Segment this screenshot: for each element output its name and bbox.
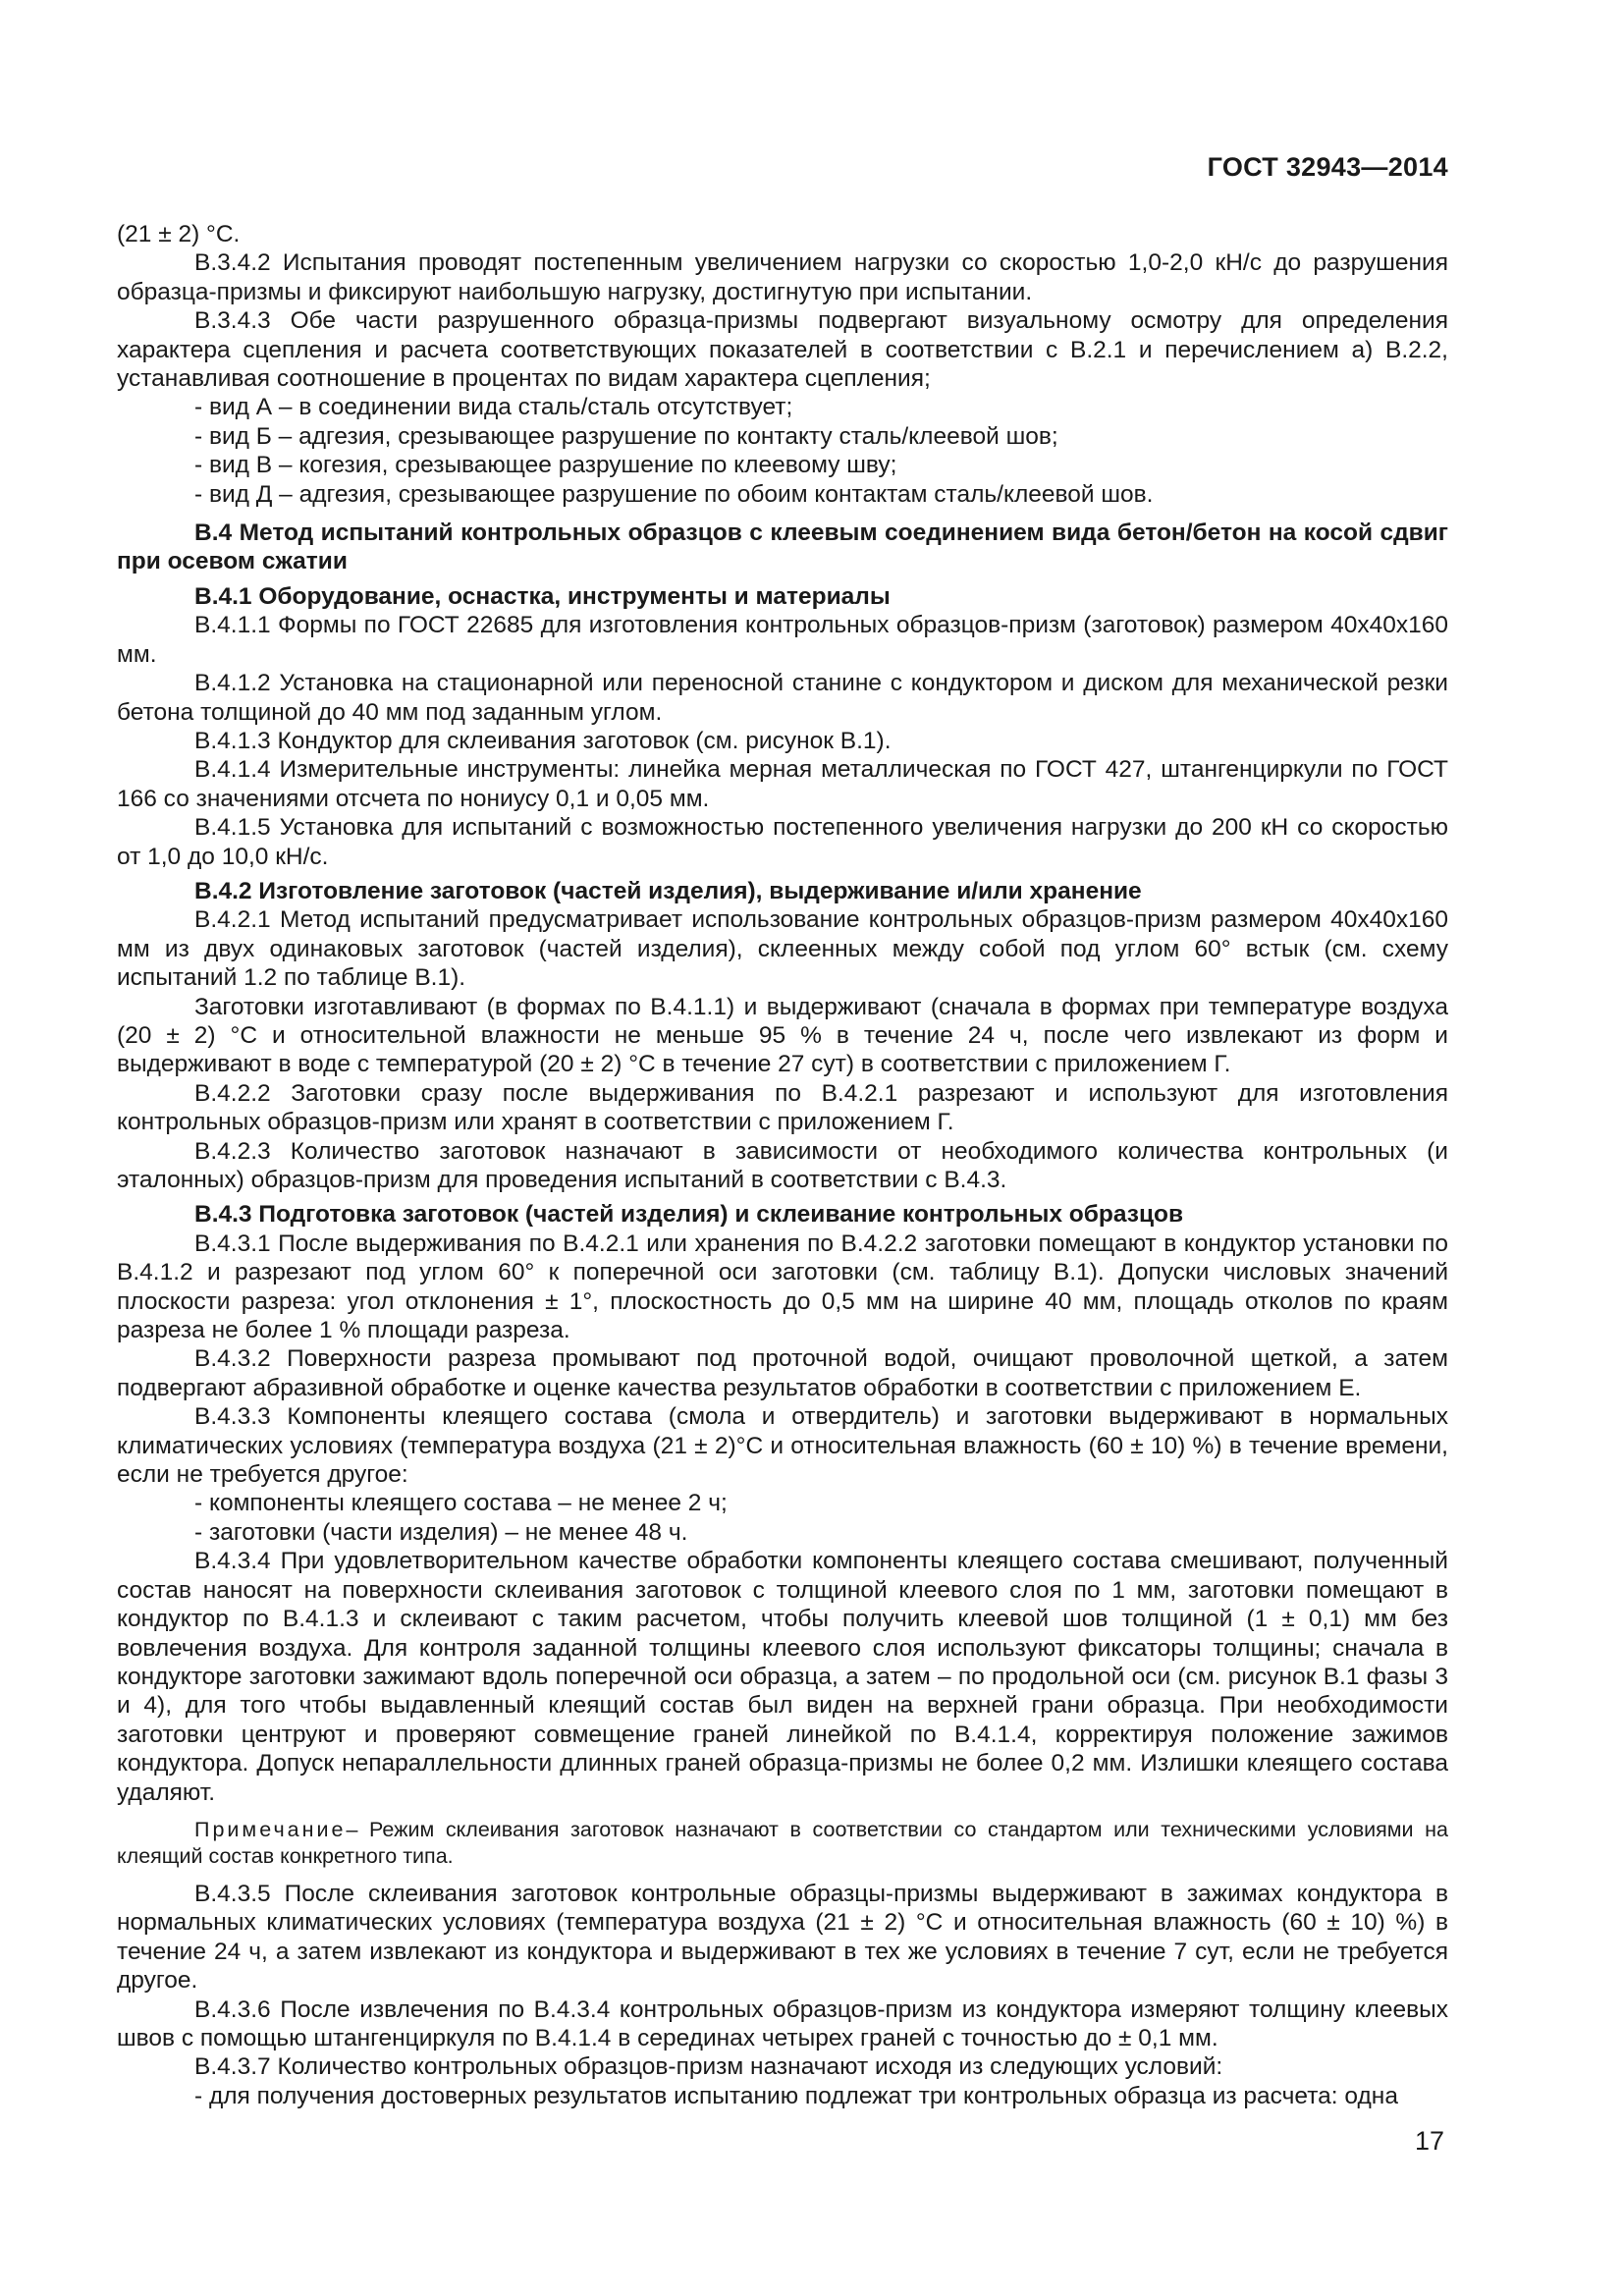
paragraph: (21 ± 2) °С.	[117, 221, 241, 247]
paragraph: В.4.3.4 При удовлетворительном качестве обработки компоненты клеящего состава смешивают, полученный состав наносят на поверхности склеивания заготовок с толщиной клеевого слоя по 1 мм, заготовки помещают в кондуктор по В.4.1.3 и склеивают с таким расчетом, чтобы получить клеевой шов толщиной (1 ± 0,1) мм без вовлечения воздуха. Для контроля заданной толщины клеевого слоя используют фиксаторы толщины; сначала в кондукторе заготовки зажимают вдоль поперечной оси образца, а затем – по продольной оси (см. рисунок В.1 фазы 3 и 4), для того чтобы выдавленный клеящий состав был виден на верхней грани образца. При необходимости заготовки центруют и проверяют совмещение граней линейкой по В.4.1.4, корректируя положение зажимов кондуктора. Допуск непараллельности длинных граней образца-призмы не более 0,2 мм. Излишки клеящего состава удаляют.	[117, 1548, 1448, 1806]
paragraph: В.4.2.3 Количество заготовок назначают в зависимости от необходимого количества контрольных (и эталонных) образцов-призм для проведения испытаний в соответствии с В.4.3.	[117, 1137, 1448, 1193]
section-heading: В.4 Метод испытаний контрольных образцов с клеевым соединением вида бетон/бетон на косой сдвиг при осевом сжатии	[117, 519, 1448, 575]
paragraph: В.3.4.3 Обе части разрушенного образца-призмы подвергают визуальному осмотру для определения характера сцепления и расчета соответствующих показателей в соответствии с В.2.1 и перечислением а) В.2.2, устанавливая соотношение в процентах по видам характера сцепления;	[117, 307, 1448, 393]
paragraph: В.3.4.2 Испытания проводят постепенным увеличением нагрузки со скоростью 1,0-2,0 кН/с до разрушения образца-призмы и фиксируют наибольшую нагрузку, достигнутую при испытании.	[117, 249, 1448, 305]
subsection-heading: В.4.3 Подготовка заготовок (частей изделия) и склеивание контрольных образцов	[194, 1201, 1184, 1229]
list-item: - заготовки (части изделия) – не менее 48 ч.	[194, 1518, 688, 1546]
paragraph: В.4.1.5 Установка для испытаний с возможностью постепенного увеличения нагрузки до 200 кН со скоростью от 1,0 до 10,0 кН/с.	[117, 814, 1448, 870]
paragraph: В.4.2.2 Заготовки сразу после выдерживания по В.4.2.1 разрезают и используют для изготовления контрольных образцов-призм или хранят в соответствии с приложением Г.	[117, 1079, 1448, 1136]
paragraph: В.4.3.5 После склеивания заготовок контрольные образцы-призмы выдерживают в зажимах кондуктора в нормальных климатических условиях (температура воздуха (21 ± 2) °С и относительная влажность (60 ± 10) %) в течение 24 ч, а затем извлекают из кондуктора и выдерживают в тех же условиях в течение 7 сут, если не требуется другое.	[117, 1880, 1448, 1995]
paragraph: В.4.3.2 Поверхности разреза промывают под проточной водой, очищают проволочной щеткой, а затем подвергают абразивной обработке и оценке качества результатов обработки в соответствии с приложением Е.	[117, 1345, 1448, 1401]
paragraph: Заготовки изготавливают (в формах по В.4.1.1) и выдерживают (сначала в формах при температуре воздуха (20 ± 2) °С и относительной влажности не меньше 95 % в течение 24 ч, после чего извлекают из форм и выдерживают в воде с температурой (20 ± 2) °С в течение 27 сут) в соответствии с приложением Г.	[117, 993, 1448, 1078]
paragraph: В.4.1.4 Измерительные инструменты: линейка мерная металлическая по ГОСТ 427, штангенциркули по ГОСТ 166 со значениями отсчета по нониусу 0,1 и 0,05 мм.	[117, 756, 1448, 812]
paragraph: В.4.1.3 Кондуктор для склеивания заготовок (см. рисунок В.1).	[194, 727, 892, 754]
paragraph: В.4.1.2 Установка на стационарной или переносной станине с кондуктором и диском для механической резки бетона толщиной до 40 мм под заданным углом.	[117, 670, 1448, 726]
list-item: - для получения достоверных результатов испытанию подлежат три контрольных образца из расчета: одна	[194, 2082, 1398, 2109]
paragraph: В.4.2.1 Метод испытаний предусматривает использование контрольных образцов-призм размером 40х40х160 мм из двух одинаковых заготовок (частей изделия), склеенных между собой под углом 60° встык (см. схему испытаний 1.2 по таблице В.1).	[117, 906, 1448, 992]
subsection-heading: В.4.1 Оборудование, оснастка, инструменты и материалы	[194, 582, 891, 610]
paragraph: В.4.3.1 После выдерживания по В.4.2.1 или хранения по В.4.2.2 заготовки помещают в кондуктор установки по В.4.1.2 и разрезают под углом 60° к поперечной оси заготовки (см. таблицу В.1). Допуски числовых значений плоскости разреза: угол отклонения ± 1°, плоскостность до 0,5 мм на ширине 40 мм, площадь отколов по краям разреза не более 1 % площади разреза.	[117, 1230, 1448, 1344]
note-label: Примечание	[194, 1817, 347, 1841]
list-item: - компоненты клеящего состава – не менее 2 ч;	[194, 1490, 728, 1517]
note	[117, 1817, 1448, 1870]
list-item: - вид А – в соединении вида сталь/сталь отсутствует;	[194, 394, 793, 421]
paragraph: В.4.1.1 Формы по ГОСТ 22685 для изготовления контрольных образцов-призм (заготовок) размером 40х40х160 мм.	[117, 612, 1448, 668]
paragraph: В.4.3.6 После извлечения по В.4.3.4 контрольных образцов-призм из кондуктора измеряют толщину клеевых швов с помощью штангенциркуля по В.4.1.4 в серединах четырех граней с точностью до ± 0,1 мм.	[117, 1995, 1448, 2051]
paragraph: В.4.3.3 Компоненты клеящего состава (смола и отвердитель) и заготовки выдерживают в нормальных климатических условиях (температура воздуха (21 ± 2)°С и относительная влажность (60 ± 10) %) в течение времени, если не требуется другое:	[117, 1403, 1448, 1489]
paragraph: В.4.3.7 Количество контрольных образцов-призм назначают исходя из следующих условий:	[194, 2053, 1223, 2081]
list-item: - вид Б – адгезия, срезывающее разрушение по контакту сталь/клеевой шов;	[194, 422, 1058, 450]
list-item: - вид Д – адгезия, срезывающее разрушение по обоим контактам сталь/клеевой шов.	[194, 480, 1154, 508]
note-text: – Режим склеивания заготовок назначают в соответствии со стандартом или техническими условиями на клеящий состав конкретного типа.	[117, 1817, 1448, 1868]
subsection-heading: В.4.2 Изготовление заготовок (частей изделия), выдерживание и/или хранение	[194, 877, 1142, 904]
list-item: - вид В – когезия, срезывающее разрушение по клеевому шву;	[194, 452, 897, 479]
standard-code-header: ГОСТ 32943—2014	[1207, 152, 1448, 182]
page-number: 17	[1414, 2126, 1444, 2156]
page-body	[117, 220, 1448, 2110]
